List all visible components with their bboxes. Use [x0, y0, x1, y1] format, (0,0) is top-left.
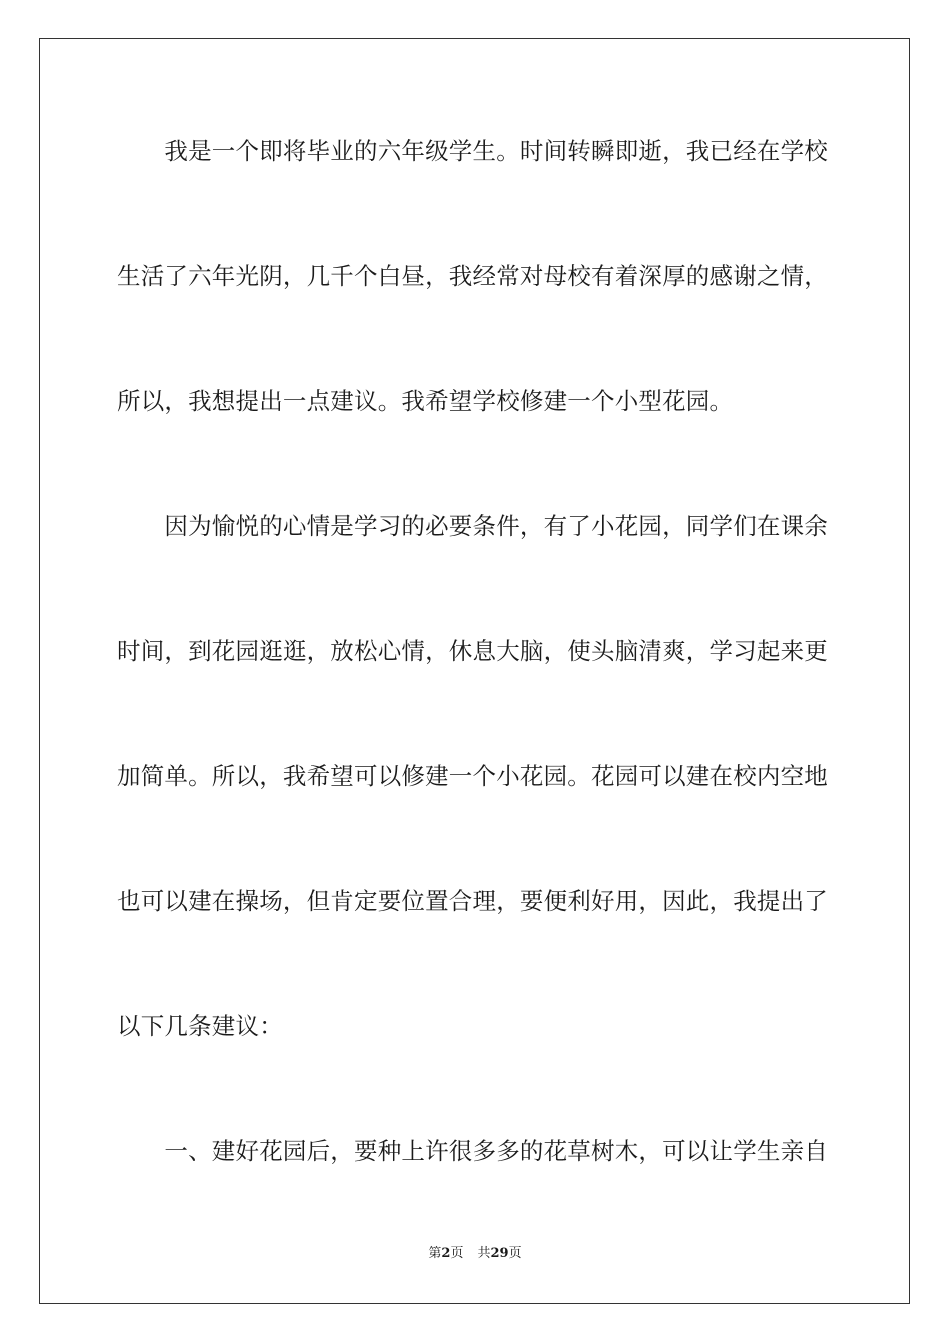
text-line-5: 时间，到花园逛逛，放松心情，休息大脑，使头脑清爽，学习起来更 — [117, 637, 828, 665]
text-line-7: 也可以建在操场，但肯定要位置合理，要便利好用，因此，我提出了 — [117, 887, 828, 915]
page-border — [39, 38, 910, 1304]
text-line-9: 一、建好花园后，要种上许很多多的花草树木，可以让学生亲自 — [117, 1137, 828, 1165]
text-line-1: 我是一个即将毕业的六年级学生。时间转瞬即逝，我已经在学校 — [117, 137, 828, 165]
total-pages: 29 — [490, 1246, 509, 1261]
text-line-3: 所以，我想提出一点建议。我希望学校修建一个小型花园。 — [117, 387, 734, 415]
page-number: 2 — [441, 1246, 451, 1261]
text-line-4: 因为愉悦的心情是学习的必要条件，有了小花园，同学们在课余 — [117, 512, 828, 540]
total-suffix: 页 — [508, 1246, 522, 1261]
text-line-8: 以下几条建议： — [117, 1012, 283, 1040]
text-line-2: 生活了六年光阴，几千个白昼，我经常对母校有着深厚的感谢之情， — [117, 262, 828, 290]
text-line-6: 加简单。所以，我希望可以修建一个小花园。花园可以建在校内空地 — [117, 762, 828, 790]
page-suffix: 页 — [450, 1246, 464, 1261]
page-prefix: 第 — [428, 1246, 442, 1261]
total-prefix: 共 — [477, 1246, 491, 1261]
page-footer — [0, 1244, 950, 1264]
